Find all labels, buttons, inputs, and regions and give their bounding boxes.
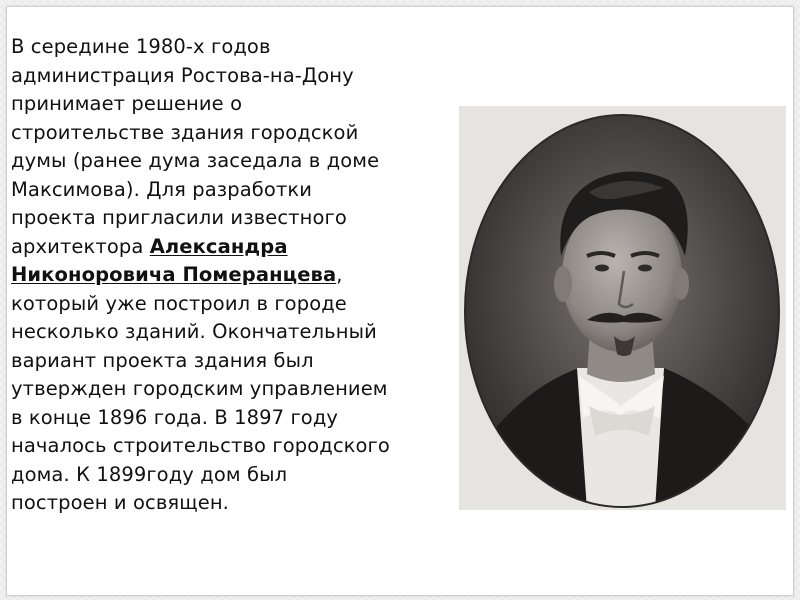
architect-name-link[interactable]: Никоноровича Померанцева — [11, 263, 337, 286]
text-line: администрация Ростова-на-Дону — [11, 63, 354, 87]
text-fragment: архитектора — [11, 234, 150, 258]
text-line: утвержден городским управлением — [11, 377, 388, 400]
text-line: думы (ранее дума заседала в доме — [11, 149, 380, 172]
text-line: несколько зданий. Окончательный — [11, 320, 377, 343]
slide-body-text — [11, 33, 423, 518]
text-line: вариант проекта здания был — [11, 348, 314, 372]
portrait-photo — [459, 106, 786, 510]
text-line: принимает решение о — [11, 92, 243, 115]
text-line: В середине 1980-х годов — [11, 35, 271, 58]
portrait-image — [459, 106, 786, 510]
text-line: дома. К 1899году дом был — [11, 462, 288, 486]
slide — [6, 6, 794, 596]
text-fragment: , — [336, 263, 343, 286]
text-line: проекта пригласили известного — [11, 206, 347, 229]
text-line: в конце 1896 года. В 1897 году — [11, 405, 339, 429]
text-line: который уже построил в городе — [11, 291, 347, 315]
text-line — [11, 233, 423, 262]
architect-name-link[interactable]: Александра — [149, 234, 288, 258]
text-line — [11, 261, 423, 290]
text-line: началось строительство городского — [11, 434, 390, 457]
text-line: построен и освящен. — [11, 491, 229, 514]
text-line: Максимова). Для разработки — [11, 177, 313, 201]
text-line: строительстве здания городской — [11, 120, 359, 144]
